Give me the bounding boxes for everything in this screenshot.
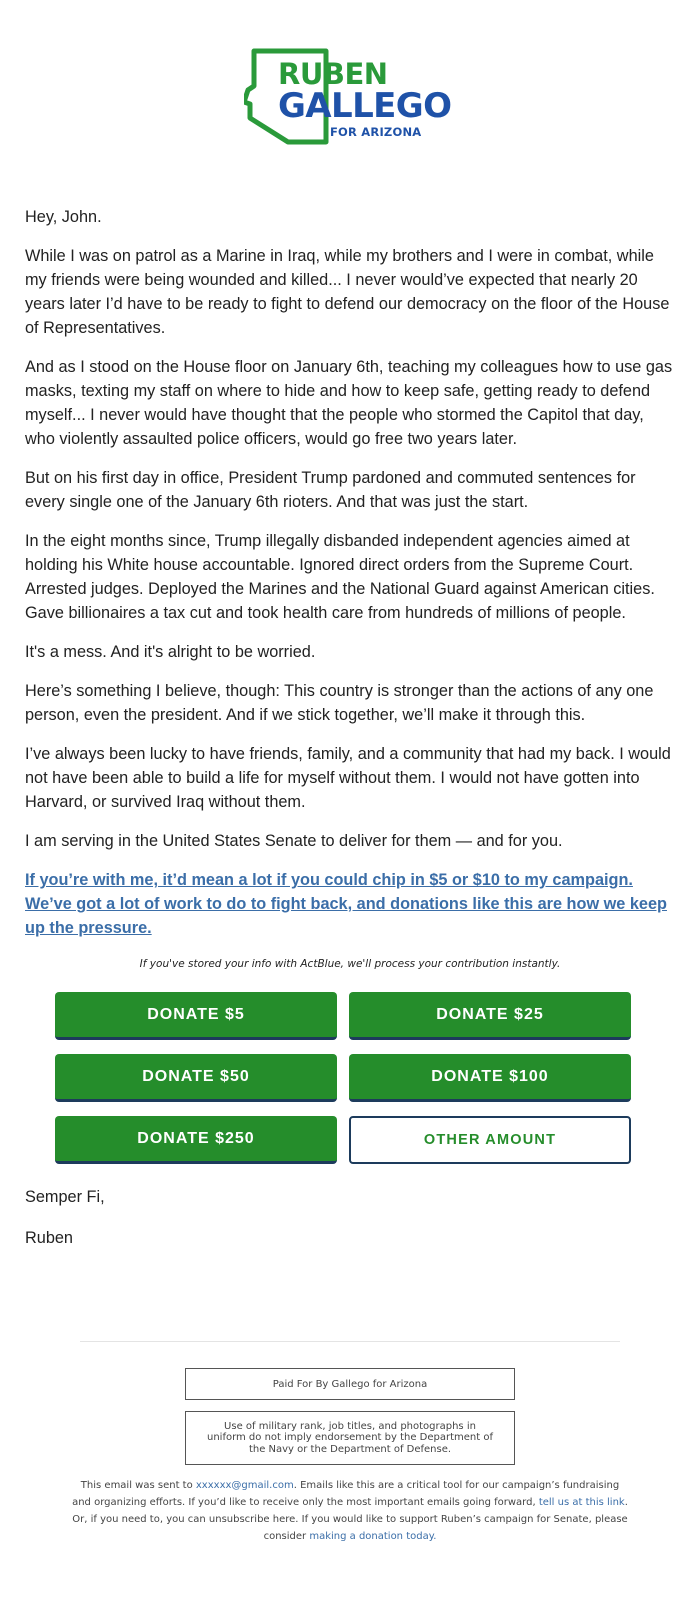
donation-cta-link[interactable]: If you’re with me, it’d mean a lot if you could chip in $5 or $10 to my campaign. We’ve got a lot of work to do to fight back, and donations like this are how we keep up the pressure. [25,871,667,937]
recipient-email-link[interactable]: xxxxxx@gmail.com [195,1480,294,1491]
donate-5-button[interactable]: DONATE $5 [55,992,337,1040]
donate-25-button[interactable]: DONATE $25 [349,992,631,1040]
footer-sent-prefix: This email was sent to [80,1480,196,1491]
footer-sent-after-link: . Or, if you need to, you can unsubscribe here. If you would like to support Ruben’s campaign for Senate, please consider [72,1497,628,1542]
paragraph-2: And as I stood on the House floor on January 6th, teaching my colleagues how to use gas masks, texting my staff on where to hide and how to keep safe, getting ready to defend myself... I never would have thought that the people who stormed the Capitol that day, who violently assaulted police officers, would go free two years later. [25,358,673,448]
greeting: Hey, John. [25,208,102,226]
footer-divider [80,1341,620,1342]
donate-100-button[interactable]: DONATE $100 [349,1054,631,1102]
paid-for-text: Paid For By Gallego for Arizona [272,1378,428,1390]
closing: Semper Fi, [25,1188,105,1206]
disclaimer-box [185,1411,515,1465]
paragraph-5: It's a mess. And it's alright to be worried. [25,643,316,661]
donate-buttons [55,992,700,1164]
footer-text [0,1477,700,1545]
making-donation-link[interactable]: making a donation today. [309,1531,437,1542]
paragraph-4: In the eight months since, Trump illegally disbanded independent agencies aimed at holding his White house accountable. Ignored direct orders from the Supreme Court. Arrested judges. Deployed the Marines and the National Guard against American cities. Gave billionaires a tax cut and took health care from hundreds of millions of people. [25,532,655,622]
donate-250-button[interactable]: DONATE $250 [55,1116,337,1164]
letter-body [0,205,700,940]
logo[interactable] [0,0,700,190]
paragraph-6: Here’s something I believe, though: This country is stronger than the actions of any one person, even the president. And if we stick together, we’ll make it through this. [25,682,654,724]
actblue-note: If you've stored your info with ActBlue, we'll process your contribution instantly. [139,958,561,970]
logo-line-ruben: RUBEN [278,57,388,91]
tell-us-link[interactable]: tell us at this link [538,1497,625,1508]
signoff [0,1188,700,1248]
donate-50-button[interactable]: DONATE $50 [55,1054,337,1102]
signature-name: Ruben [25,1229,73,1247]
paragraph-3: But on his first day in office, President Trump pardoned and commuted sentences for every single one of the January 6th rioters. And that was just the start. [25,469,636,511]
paid-for-box [185,1368,515,1400]
other-amount-button[interactable]: OTHER AMOUNT [349,1116,631,1164]
paragraph-8: I am serving in the United States Senate to deliver for them — and for you. [25,832,563,850]
logo-line-gallego: GALLEGO [278,86,452,126]
paragraph-1: While I was on patrol as a Marine in Iraq, while my brothers and I were in combat, while my friends were being wounded and killed... I never would’ve expected that nearly 20 years later I’d have to be ready to fight to defend our democracy on the floor of the House of Representatives. [25,247,670,337]
logo-line-for-arizona: FOR ARIZONA [330,125,422,139]
footer-sent-middle: . Emails like this are a critical tool for our campaign’s fundraising and organizing efforts. If you’d like to receive only the most important emails going forward, [72,1480,620,1508]
logo-wordmark [278,57,452,139]
disclaimer-text: Use of military rank, job titles, and photographs in uniform do not imply endorsement by the Department of the Navy or the Department of Defense. [206,1420,493,1455]
paragraph-7: I’ve always been lucky to have friends, family, and a community that had my back. I would not have been able to build a life for myself without them. I would not have gotten into Harvard, or survived Iraq without them. [25,745,671,811]
